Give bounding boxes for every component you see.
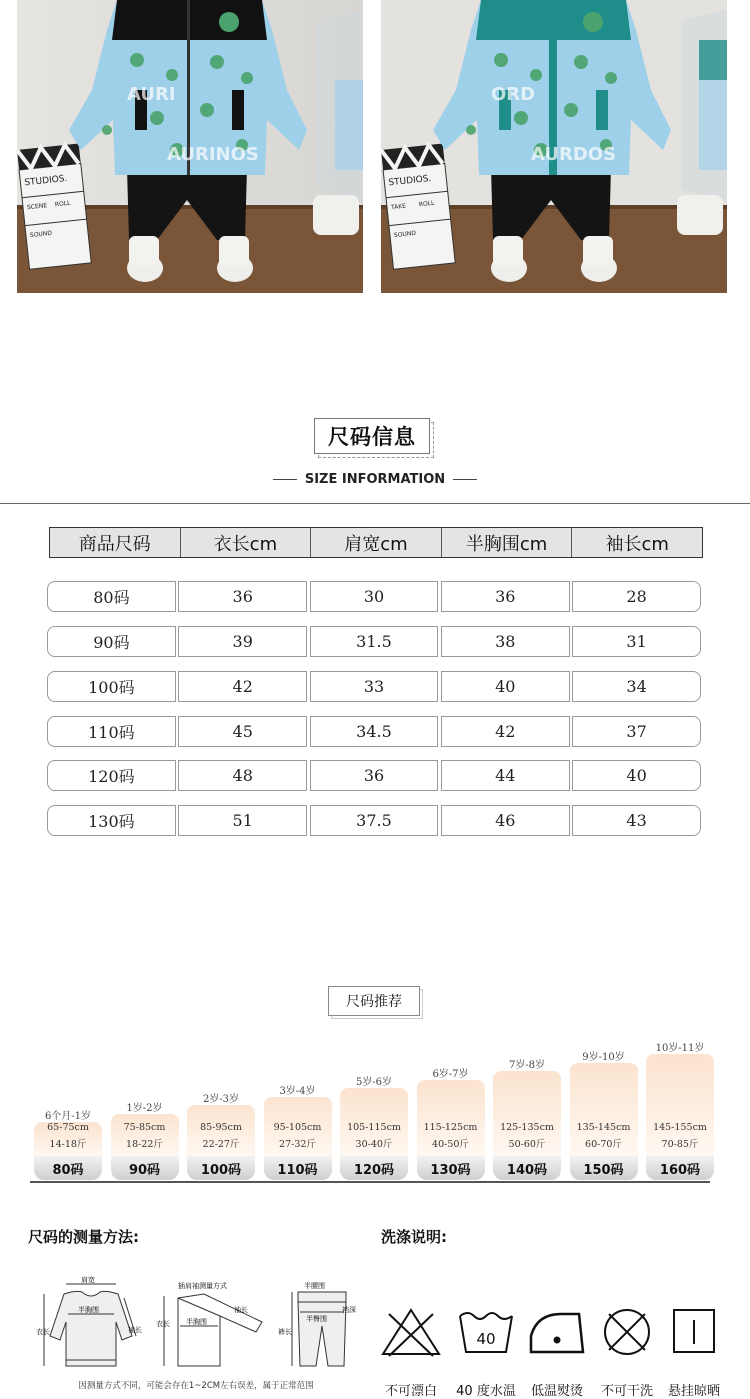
wash-title: 洗涤说明:	[381, 1228, 447, 1246]
cell-shoulder: 31.5	[310, 626, 439, 657]
cell-sleeve: 28	[572, 581, 701, 612]
cell-size: 100码	[47, 671, 176, 702]
svg-text:STUDIOS.: STUDIOS.	[388, 173, 432, 189]
wash-item	[456, 1306, 516, 1399]
cell-chest: 38	[441, 626, 570, 657]
svg-text:AURDOS: AURDOS	[531, 144, 617, 165]
wash-item	[664, 1306, 724, 1399]
recommend-height: 105-115cm	[347, 1122, 401, 1133]
label-raglan-title: 插肩袖测量方式	[178, 1282, 227, 1290]
recommend-age: 1岁-2岁	[126, 1102, 163, 1114]
recommend-height: 95-105cm	[273, 1122, 322, 1133]
wash-label: 不可漂白	[384, 1384, 437, 1399]
recommend-age: 7岁-8岁	[508, 1060, 546, 1071]
cell-chest: 46	[441, 805, 570, 836]
recommend-size: 110码	[264, 1156, 332, 1180]
svg-text:SOUND: SOUND	[29, 229, 53, 240]
recommend-age: 9岁-10岁	[582, 1051, 625, 1063]
cell-size: 90码	[47, 626, 176, 657]
cell-chest: 44	[441, 760, 570, 791]
cell-length: 45	[178, 716, 307, 747]
wash-40-icon	[456, 1306, 516, 1358]
cell-sleeve: 31	[572, 626, 701, 657]
recommend-weight: 70-85斤	[661, 1139, 699, 1150]
recommend-weight: 40-50斤	[432, 1139, 469, 1150]
recommend-size: 90码	[111, 1156, 179, 1180]
cell-size: 80码	[47, 581, 176, 612]
header-size: 商品尺码	[78, 533, 151, 555]
label-chest: 半胸围	[78, 1306, 99, 1314]
cell-length: 39	[178, 626, 307, 657]
recommend-weight: 50-60斤	[508, 1139, 546, 1150]
recommend-weight: 22-27斤	[202, 1139, 240, 1150]
cell-sleeve: 37	[572, 716, 701, 747]
recommend-height: 75-85cm	[123, 1122, 166, 1133]
recommend-age: 3岁-4岁	[279, 1085, 316, 1097]
recommend-size: 160码	[646, 1156, 714, 1180]
product-photo-black	[17, 0, 363, 293]
label-waist: 半腰围	[304, 1282, 325, 1290]
recommend-weight: 60-70斤	[585, 1139, 622, 1150]
svg-text:SCENE: SCENE	[26, 202, 48, 212]
subtitle-dash-left	[273, 479, 297, 480]
recommend-weight: 27-32斤	[279, 1139, 316, 1150]
recommend-height: 85-95cm	[200, 1122, 242, 1133]
size-info-subtitle	[0, 472, 750, 487]
recommend-weight: 18-22斤	[126, 1139, 163, 1150]
recommend-height: 115-125cm	[423, 1122, 478, 1133]
header-shoulder: 肩宽cm	[310, 528, 441, 557]
recommend-size: 80码	[34, 1156, 102, 1180]
svg-text:AURI: AURI	[127, 84, 176, 105]
cell-sleeve: 43	[572, 805, 701, 836]
svg-text:AURINOS: AURINOS	[167, 144, 259, 165]
recommend-weight: 14-18斤	[49, 1139, 87, 1150]
hang-dry-icon	[664, 1306, 724, 1358]
wash-label: 悬挂晾晒	[667, 1384, 720, 1399]
wash-item	[527, 1306, 587, 1399]
wash-item	[381, 1306, 441, 1399]
label-chest2: 半胸围	[186, 1318, 207, 1326]
raglan-shirt-icon	[178, 1294, 262, 1366]
cell-chest: 42	[441, 716, 570, 747]
recommend-weight: 30-40斤	[355, 1139, 393, 1150]
product-photo-teal	[381, 0, 727, 293]
recommend-age: 6岁-7岁	[432, 1068, 469, 1080]
recommend-height: 135-145cm	[576, 1122, 631, 1133]
cell-shoulder: 30	[310, 581, 439, 612]
cell-length: 51	[178, 805, 307, 836]
svg-text:TAKE: TAKE	[390, 202, 407, 212]
cell-shoulder: 37.5	[310, 805, 439, 836]
recommend-size: 150码	[570, 1156, 638, 1180]
wash-label: 不可干洗	[600, 1384, 653, 1399]
table-row	[47, 581, 701, 612]
svg-text:ROLL: ROLL	[418, 199, 435, 209]
label-pant-length: 裤长	[278, 1328, 292, 1336]
table-row	[47, 760, 701, 791]
pants-icon	[298, 1292, 346, 1366]
cell-shoulder: 34.5	[310, 716, 439, 747]
label-shoulder: 肩宽	[81, 1276, 95, 1284]
recommend-size: 140码	[493, 1156, 561, 1180]
wash-label: 低温熨烫	[530, 1384, 583, 1399]
recommend-title: 尺码推荐	[328, 986, 420, 1016]
recommend-baseline	[30, 1181, 710, 1183]
subtitle-dash-right	[453, 479, 477, 480]
label-rise: 裆深	[342, 1306, 356, 1314]
cell-chest: 40	[441, 671, 570, 702]
cell-length: 42	[178, 671, 307, 702]
header-sleeve: 袖长cm	[571, 528, 702, 557]
cell-sleeve: 34	[572, 671, 701, 702]
no-bleach-icon	[381, 1306, 441, 1358]
svg-text:ROLL: ROLL	[54, 199, 71, 209]
recommend-age: 10岁-11岁	[655, 1043, 705, 1054]
section-divider	[0, 503, 750, 504]
cell-size: 110码	[47, 716, 176, 747]
recommend-height: 145-155cm	[653, 1122, 707, 1133]
label-length: 衣长	[36, 1328, 50, 1336]
recommend-height: 65-75cm	[47, 1122, 89, 1133]
subtitle-text: SIZE INFORMATION	[304, 472, 446, 487]
label-length2: 衣长	[156, 1320, 170, 1328]
wash-label: 40 度水温	[456, 1384, 516, 1399]
recommend-age: 2岁-3岁	[202, 1094, 240, 1105]
measure-title: 尺码的测量方法:	[28, 1228, 139, 1246]
svg-text:SOUND: SOUND	[393, 229, 417, 240]
cell-sleeve: 40	[572, 760, 701, 791]
recommend-age: 5岁-6岁	[355, 1077, 393, 1088]
measure-diagram	[36, 1276, 356, 1376]
low-iron-icon	[527, 1306, 587, 1358]
table-row	[47, 716, 701, 747]
svg-text:ORD: ORD	[491, 84, 536, 105]
cell-length: 36	[178, 581, 307, 612]
recommend-age: 6个月-1岁	[44, 1111, 92, 1122]
cell-length: 48	[178, 760, 307, 791]
label-sleeve2: 袖长	[234, 1306, 248, 1314]
recommend-size: 120码	[340, 1156, 408, 1180]
recommend-height: 125-135cm	[500, 1122, 554, 1133]
sweater-icon	[50, 1291, 132, 1366]
cell-shoulder: 36	[310, 760, 439, 791]
recommend-size: 130码	[417, 1156, 485, 1180]
label-hip: 半臀围	[306, 1315, 327, 1323]
wash-item	[597, 1306, 657, 1399]
header-length: 衣长cm	[180, 528, 311, 557]
header-chest: 半胸围cm	[441, 528, 572, 557]
clapper-text: STUDIOS.	[24, 173, 68, 189]
label-sleeve: 袖长	[128, 1326, 142, 1334]
cell-size: 120码	[47, 760, 176, 791]
size-info-title: 尺码信息	[314, 418, 430, 454]
table-row	[47, 671, 701, 702]
no-dry-clean-icon	[597, 1306, 657, 1358]
cell-shoulder: 33	[310, 671, 439, 702]
size-table-header	[49, 527, 703, 558]
cell-size: 130码	[47, 805, 176, 836]
table-row	[47, 626, 701, 657]
wash-temp: 40	[476, 1330, 496, 1348]
table-row	[47, 805, 701, 836]
measure-note: 因测量方式不同，可能会存在1~2CM左右误差，属于正常范围	[78, 1381, 314, 1391]
recommend-size: 100码	[187, 1156, 255, 1180]
cell-chest: 36	[441, 581, 570, 612]
